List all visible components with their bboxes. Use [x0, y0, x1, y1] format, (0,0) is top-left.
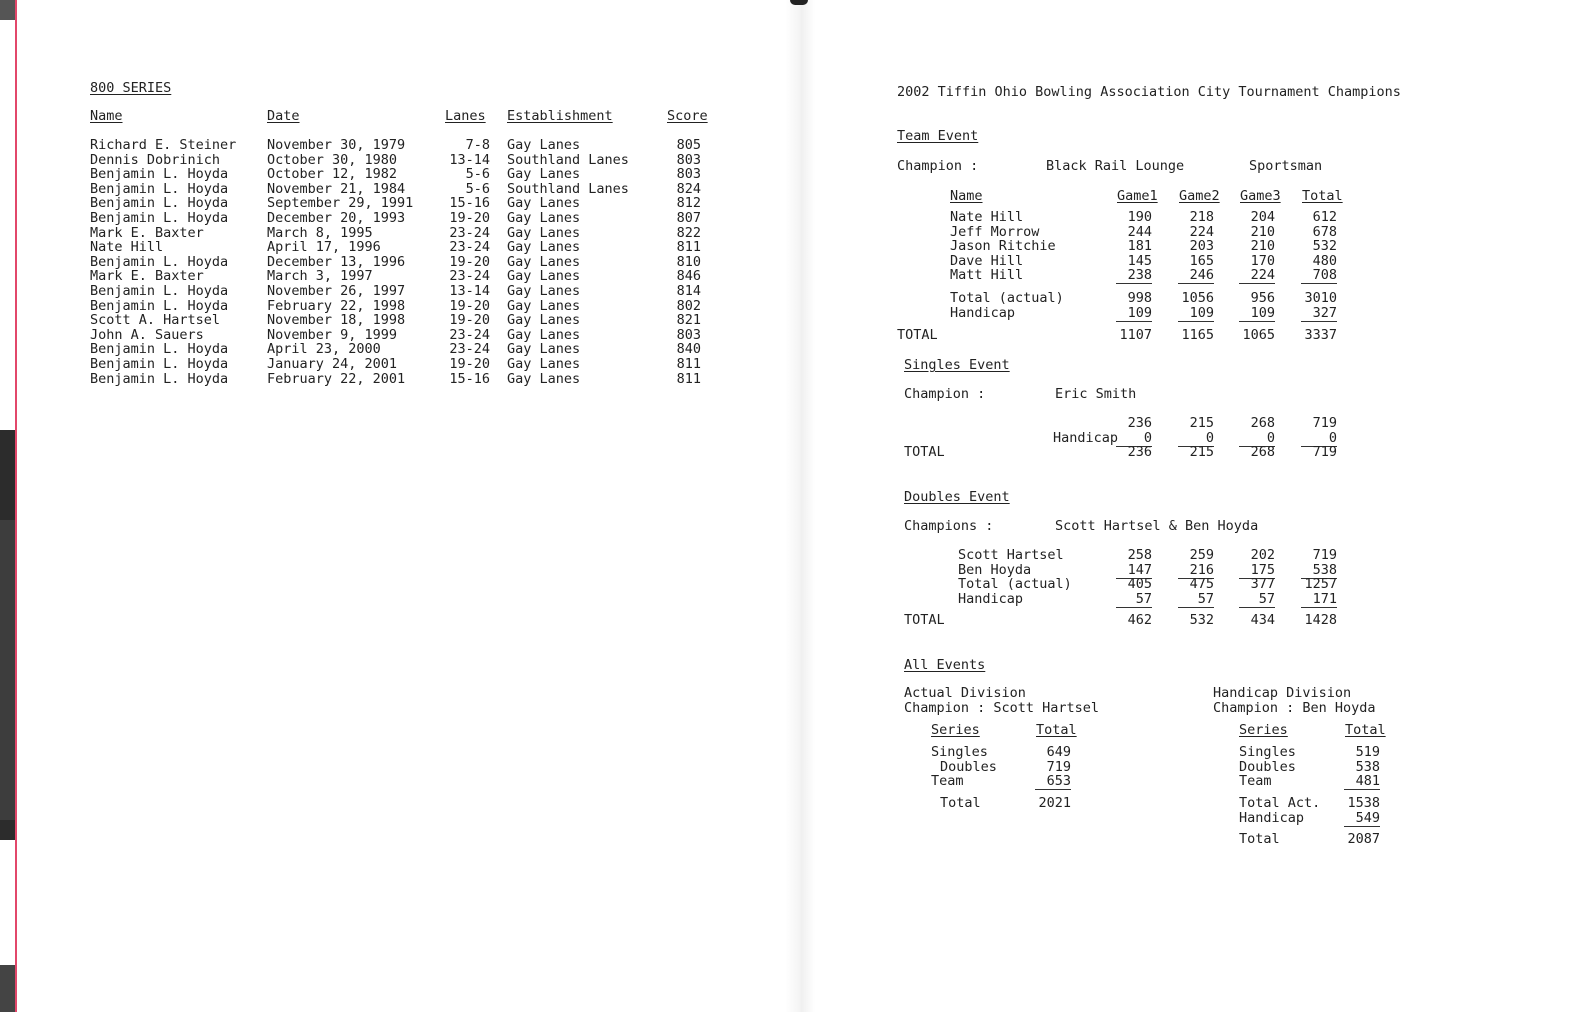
team-row-col3: 170: [1250, 252, 1275, 269]
team-actual-col4: 3010: [1304, 290, 1337, 306]
section-title-800-series: 800 SERIES: [90, 80, 172, 96]
doubles-row-col4: 538: [1301, 563, 1337, 579]
row-name: Benjamin L. Hoyda: [90, 180, 229, 197]
row-lanes: 23-24: [449, 239, 490, 256]
singles-score-col1: 236: [1127, 415, 1152, 431]
doubles-champion-names: Scott Hartsel & Ben Hoyda: [1055, 518, 1259, 534]
team-row-col3: 210: [1250, 223, 1275, 240]
row-date: March 8, 1995: [267, 224, 373, 241]
row-date: January 24, 2001: [267, 356, 398, 372]
doubles-row-label: Handicap: [958, 590, 1024, 607]
row-name: Scott A. Hartsel: [90, 312, 221, 329]
singles-total-col1: 236: [1127, 444, 1152, 460]
singles-total-col2: 215: [1189, 444, 1214, 460]
row-lanes: 19-20: [449, 356, 490, 372]
row-score: 846: [676, 268, 701, 285]
team-row-name: Jeff Morrow: [950, 223, 1040, 240]
row-lanes: 19-20: [449, 312, 490, 329]
scan-edge-bottom: [0, 965, 15, 1012]
row-establishment: Gay Lanes: [507, 312, 581, 329]
row-lanes: 5-6: [465, 166, 490, 183]
scan-edge-dark-2: [0, 520, 15, 820]
singles-handicap-col4: 0: [1301, 431, 1337, 447]
team-actual-col2: 1056: [1181, 290, 1214, 306]
team-row-name: Dave Hill: [950, 252, 1024, 269]
row-establishment: Gay Lanes: [507, 137, 581, 153]
actual-header-total: Total: [1036, 722, 1077, 738]
team-header-game3: Game3: [1240, 188, 1281, 204]
team-handicap-col3: 109: [1239, 306, 1275, 322]
singles-score-col3: 268: [1250, 415, 1275, 431]
doubles-row-col4: 719: [1312, 547, 1337, 563]
doubles-total-label: TOTAL: [904, 612, 945, 628]
row-date: October 12, 1982: [267, 166, 398, 183]
team-handicap-label: Handicap: [950, 305, 1016, 321]
singles-handicap-col1: 0: [1116, 431, 1152, 447]
row-name: Richard E. Steiner: [90, 137, 237, 153]
doubles-row-label: Scott Hartsel: [958, 547, 1064, 563]
actual-series-total: 719: [1046, 758, 1071, 775]
singles-event-heading: Singles Event: [904, 357, 1010, 373]
row-score: 803: [676, 326, 701, 343]
row-establishment: Gay Lanes: [507, 341, 581, 358]
doubles-row-col3: 57: [1239, 592, 1275, 608]
doubles-total-col1: 462: [1127, 612, 1152, 628]
team-row-col3: 224: [1239, 268, 1275, 284]
doubles-total-col2: 532: [1189, 612, 1214, 628]
team-row-col1: 244: [1127, 223, 1152, 240]
team-actual-col3: 956: [1250, 290, 1275, 306]
doubles-row-col3: 175: [1239, 563, 1275, 579]
team-row-name: Jason Ritchie: [950, 238, 1056, 255]
actual-total-label: Total: [940, 795, 981, 811]
row-establishment: Gay Lanes: [507, 283, 581, 299]
header-lanes: Lanes: [445, 108, 486, 124]
actual-division-title: Actual Division: [904, 685, 1026, 701]
team-actual-col1: 998: [1127, 290, 1152, 306]
doubles-champion-label: Champions :: [904, 518, 994, 534]
team-row-col3: 204: [1250, 209, 1275, 225]
team-header-total: Total: [1302, 188, 1343, 204]
doubles-event-heading: Doubles Event: [904, 489, 1010, 505]
row-lanes: 5-6: [465, 180, 490, 197]
row-name: Benjamin L. Hoyda: [90, 297, 229, 314]
team-row-col2: 165: [1189, 252, 1214, 269]
team-header-game1: Game1: [1117, 188, 1158, 204]
row-name: John A. Sauers: [90, 326, 204, 343]
row-score: 822: [676, 224, 701, 241]
team-row-col2: 218: [1189, 209, 1214, 225]
team-row-col3: 210: [1250, 238, 1275, 255]
row-score: 803: [676, 151, 701, 168]
row-lanes: 13-14: [449, 283, 490, 299]
team-handicap-col4: 327: [1301, 306, 1337, 322]
row-establishment: Gay Lanes: [507, 370, 581, 387]
doubles-row-label: Total (actual): [958, 576, 1072, 593]
handicap-header-total: Total: [1345, 722, 1386, 738]
row-lanes: 15-16: [449, 370, 490, 387]
row-lanes: 7-8: [465, 137, 490, 153]
row-name: Mark E. Baxter: [90, 268, 204, 285]
actual-total-value: 2021: [1038, 795, 1071, 811]
row-score: 810: [676, 253, 701, 270]
row-lanes: 19-20: [449, 297, 490, 314]
doubles-row-col1: 147: [1116, 563, 1152, 579]
row-score: 814: [676, 283, 701, 299]
row-establishment: Gay Lanes: [507, 166, 581, 183]
row-establishment: Southland Lanes: [507, 151, 629, 168]
team-actual-label: Total (actual): [950, 290, 1064, 306]
singles-handicap-col3: 0: [1239, 431, 1275, 447]
team-row-col2: 203: [1189, 238, 1214, 255]
header-establishment: Establishment: [507, 108, 613, 124]
row-lanes: 23-24: [449, 341, 490, 358]
page-margin-line: [15, 0, 17, 1012]
team-row-col1: 181: [1127, 238, 1152, 255]
singles-handicap-col2: 0: [1178, 431, 1214, 447]
header-name: Name: [90, 108, 123, 124]
actual-series-label: Team: [931, 773, 964, 790]
row-establishment: Gay Lanes: [507, 253, 581, 270]
row-establishment: Gay Lanes: [507, 268, 581, 285]
row-name: Dennis Dobrinich: [90, 151, 221, 168]
row-score: 812: [676, 195, 701, 212]
row-establishment: Gay Lanes: [507, 297, 581, 314]
doubles-row-col4: 1257: [1304, 576, 1337, 593]
row-lanes: 19-20: [449, 210, 490, 226]
all-events-heading: All Events: [904, 657, 986, 673]
handicap-total-act-value: 1538: [1347, 795, 1380, 811]
row-lanes: 13-14: [449, 151, 490, 168]
row-lanes: 23-24: [449, 268, 490, 285]
row-date: November 26, 1997: [267, 283, 406, 299]
team-total-col1: 1107: [1119, 327, 1152, 343]
row-lanes: 15-16: [449, 195, 490, 212]
row-date: April 23, 2000: [267, 341, 381, 358]
singles-score-col4: 719: [1312, 415, 1337, 431]
doubles-row-col1: 258: [1127, 547, 1152, 563]
handicap-total-label: Total: [1239, 831, 1280, 847]
page-fold: [785, 0, 815, 1012]
handicap-series-label: Team: [1239, 773, 1272, 790]
doubles-row-col3: 202: [1250, 547, 1275, 563]
team-row-col4: 678: [1312, 223, 1337, 240]
row-date: February 22, 1998: [267, 297, 406, 314]
singles-handicap-label: Handicap: [1053, 430, 1119, 446]
page-title: 2002 Tiffin Ohio Bowling Association City Tournament Champions: [897, 84, 1401, 100]
row-establishment: Gay Lanes: [507, 210, 581, 226]
actual-series-total: 649: [1046, 744, 1071, 760]
team-row-col4: 480: [1312, 252, 1337, 269]
actual-division-champion: Champion : Scott Hartsel: [904, 700, 1100, 716]
row-date: December 20, 1993: [267, 210, 406, 226]
handicap-header-series: Series: [1239, 722, 1288, 738]
row-date: February 22, 2001: [267, 370, 406, 387]
handicap-series-label: Doubles: [1239, 758, 1296, 775]
team-header-game2: Game2: [1179, 188, 1220, 204]
team-row-col1: 145: [1127, 252, 1152, 269]
singles-total-col3: 268: [1250, 444, 1275, 460]
handicap-division-title: Handicap Division: [1213, 685, 1352, 701]
row-establishment: Gay Lanes: [507, 326, 581, 343]
row-date: September 29, 1991: [267, 195, 414, 212]
team-row-col4: 708: [1301, 268, 1337, 284]
doubles-row-col1: 57: [1116, 592, 1152, 608]
row-establishment: Southland Lanes: [507, 180, 629, 197]
row-establishment: Gay Lanes: [507, 239, 581, 256]
doubles-row-col2: 216: [1178, 563, 1214, 579]
team-handicap-col2: 109: [1178, 306, 1214, 322]
doubles-row-col2: 475: [1189, 576, 1214, 593]
row-score: 805: [676, 137, 701, 153]
team-row-name: Matt Hill: [950, 267, 1024, 284]
row-score: 811: [676, 356, 701, 372]
actual-header-series: Series: [931, 722, 980, 738]
doubles-row-col3: 377: [1250, 576, 1275, 593]
doubles-row-col2: 57: [1178, 592, 1214, 608]
doubles-total-col4: 1428: [1304, 612, 1337, 628]
actual-series-total: 653: [1035, 774, 1071, 790]
singles-champion-label: Champion :: [904, 386, 986, 402]
row-date: March 3, 1997: [267, 268, 373, 285]
doubles-row-col4: 171: [1301, 592, 1337, 608]
row-name: Benjamin L. Hoyda: [90, 341, 229, 358]
row-date: November 21, 1984: [267, 180, 406, 197]
handicap-handicap-value: 549: [1344, 811, 1380, 827]
singles-total-label: TOTAL: [904, 444, 945, 460]
row-name: Benjamin L. Hoyda: [90, 166, 229, 183]
row-score: 803: [676, 166, 701, 183]
team-total-col2: 1165: [1181, 327, 1214, 343]
singles-total-col4: 719: [1312, 444, 1337, 460]
row-score: 824: [676, 180, 701, 197]
row-score: 802: [676, 297, 701, 314]
handicap-series-total: 481: [1344, 774, 1380, 790]
row-lanes: 23-24: [449, 326, 490, 343]
handicap-series-total: 519: [1355, 744, 1380, 760]
handicap-total-act-label: Total Act.: [1239, 795, 1321, 811]
team-row-col4: 612: [1312, 209, 1337, 225]
row-date: October 30, 1980: [267, 151, 398, 168]
handicap-series-total: 538: [1355, 758, 1380, 775]
row-name: Benjamin L. Hoyda: [90, 356, 229, 372]
actual-series-label: Doubles: [940, 758, 997, 775]
row-name: Benjamin L. Hoyda: [90, 283, 229, 299]
row-name: Nate Hill: [90, 239, 164, 256]
row-name: Benjamin L. Hoyda: [90, 370, 229, 387]
team-row-col2: 246: [1178, 268, 1214, 284]
team-row-col1: 190: [1127, 209, 1152, 225]
binding-mark: [790, 0, 808, 5]
row-date: November 18, 1998: [267, 312, 406, 329]
row-date: November 9, 1999: [267, 326, 398, 343]
actual-series-label: Singles: [931, 744, 988, 760]
team-total-col3: 1065: [1242, 327, 1275, 343]
row-score: 807: [676, 210, 701, 226]
row-name: Benjamin L. Hoyda: [90, 253, 229, 270]
row-name: Benjamin L. Hoyda: [90, 195, 229, 212]
row-score: 811: [676, 370, 701, 387]
row-lanes: 19-20: [449, 253, 490, 270]
team-total-label: TOTAL: [897, 327, 938, 343]
row-date: April 17, 1996: [267, 239, 381, 256]
handicap-series-label: Singles: [1239, 744, 1296, 760]
team-champion-label: Champion :: [897, 158, 979, 174]
doubles-row-col2: 259: [1189, 547, 1214, 563]
header-date: Date: [267, 108, 300, 124]
row-establishment: Gay Lanes: [507, 224, 581, 241]
team-row-col4: 532: [1312, 238, 1337, 255]
team-row-col2: 224: [1189, 223, 1214, 240]
row-lanes: 23-24: [449, 224, 490, 241]
doubles-total-col3: 434: [1250, 612, 1275, 628]
singles-champion-name: Eric Smith: [1055, 386, 1137, 402]
singles-score-col2: 215: [1189, 415, 1214, 431]
row-establishment: Gay Lanes: [507, 195, 581, 212]
team-event-heading: Team Event: [897, 128, 979, 144]
row-date: November 30, 1979: [267, 137, 406, 153]
team-champion-name: Black Rail Lounge: [1046, 158, 1185, 174]
row-name: Benjamin L. Hoyda: [90, 210, 229, 226]
row-score: 811: [676, 239, 701, 256]
team-row-name: Nate Hill: [950, 209, 1024, 225]
doubles-row-col1: 405: [1127, 576, 1152, 593]
header-score: Score: [667, 108, 708, 124]
doubles-row-label: Ben Hoyda: [958, 561, 1032, 578]
row-establishment: Gay Lanes: [507, 356, 581, 372]
handicap-division-champion: Champion : Ben Hoyda: [1213, 700, 1376, 716]
team-handicap-col1: 109: [1116, 306, 1152, 322]
team-header-name: Name: [950, 188, 983, 204]
row-name: Mark E. Baxter: [90, 224, 204, 241]
row-score: 821: [676, 312, 701, 329]
scan-edge-top: [0, 0, 15, 20]
handicap-handicap-label: Handicap: [1239, 810, 1305, 826]
team-sponsor: Sportsman: [1249, 158, 1323, 174]
handicap-total-value: 2087: [1347, 831, 1380, 847]
team-total-col4: 3337: [1304, 327, 1337, 343]
row-score: 840: [676, 341, 701, 358]
row-date: December 13, 1996: [267, 253, 406, 270]
team-row-col1: 238: [1116, 268, 1152, 284]
